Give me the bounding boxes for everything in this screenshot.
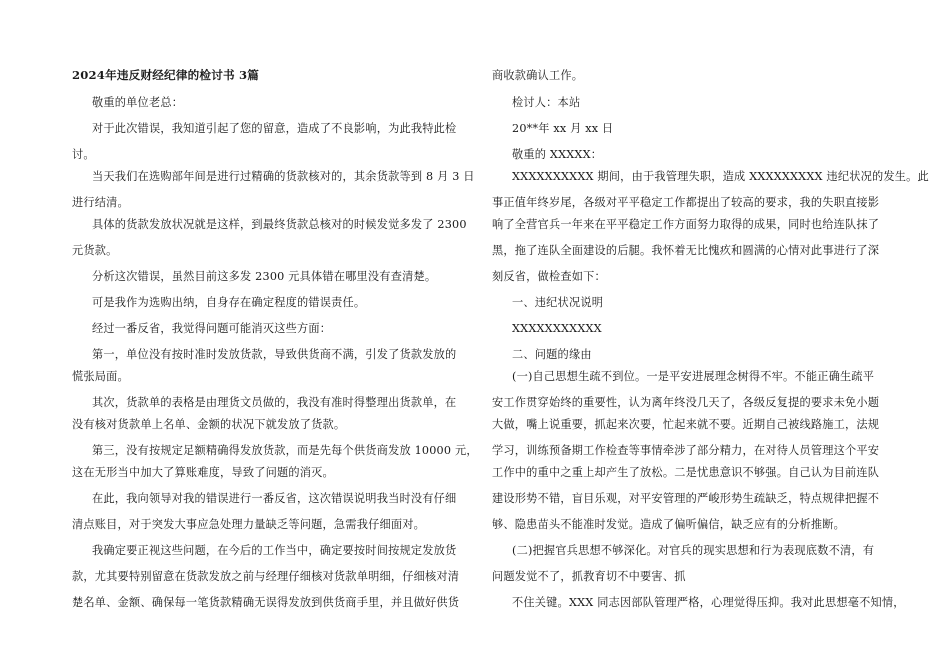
text-line: 在此，我向领导对我的错误进行一番反省，这次错误说明我当时没有仔细 xyxy=(92,492,457,505)
text-line: 楚名单、金额、确保每一笔货款精确无误得发放到供货商手里，并且做好供货 xyxy=(72,596,460,609)
text-line: (一)自己思想生疏不到位。一是平安进展理念树得不牢。不能正确生疏平 xyxy=(512,370,875,383)
text-line: 第一，单位没有按时准时发放货款，导致供货商不满，引发了货款发放的 xyxy=(92,348,457,361)
text-line: 事正值年终岁尾，各级对平平稳定工作都提出了较高的要求，我的失职直接影 xyxy=(492,196,880,209)
text-line: 这在无形当中加大了算账难度，导致了问题的消灭。 xyxy=(72,466,334,479)
text-line: (二)把握官兵思想不够深化。对官兵的现实思想和行为表现底数不清，有 xyxy=(512,544,875,557)
text-line: 可是我作为选购出纳，自身存在确定程度的错误责任。 xyxy=(92,296,366,309)
text-line: XXXXXXXXXXX xyxy=(512,322,602,335)
text-line: 敬重的 XXXXX： xyxy=(512,148,603,161)
text-line: 慌张局面。 xyxy=(72,370,129,383)
text-line: 不住关键。XXX 同志因部队管理严格，心理觉得压抑。我对此思想毫不知情， xyxy=(512,596,905,609)
text-line: 二、问题的缘由 xyxy=(512,348,592,361)
text-line: 刻反省，做检查如下： xyxy=(492,270,606,283)
text-line: 黑，拖了连队全面建设的后腿。我怀着无比愧疚和圆满的心情对此事进行了深 xyxy=(492,244,880,257)
text-line: 20**年 xx 月 xx 日 xyxy=(512,122,614,135)
text-line: 清点账目，对于突发大事应急处理力量缺乏等问题，急需我仔细面对。 xyxy=(72,518,426,531)
text-line: 元货款。 xyxy=(72,244,118,257)
text-line: 一、违纪状况说明 xyxy=(512,296,604,309)
text-line: 其次，货款单的表格是由理货文员做的，我没有准时得整理出货款单，在 xyxy=(92,396,457,409)
document-title: 2024年违反财经纪律的检讨书 3篇 xyxy=(72,68,260,82)
text-line: 具体的货款发放状况就是这样，到最终货款总核对的时候发觉多发了 2300 xyxy=(92,218,467,231)
text-line: 对于此次错误，我知道引起了您的留意，造成了不良影响，为此我特此检 xyxy=(92,122,457,135)
text-line: XXXXXXXXXX 期间，由于我管理失职，造成 XXXXXXXXX 违纪状况的发生。此 xyxy=(512,170,929,183)
text-line: 响了全营官兵一年来在平平稳定工作方面努力取得的成果，同时也给连队抹了 xyxy=(492,218,880,231)
text-line: 问题发觉不了，抓教育切不中要害、抓 xyxy=(492,570,686,583)
text-line: 商收款确认工作。 xyxy=(492,69,584,82)
text-line: 分析这次错误，虽然目前这多发 2300 元具体错在哪里没有查清楚。 xyxy=(92,270,437,283)
text-line: 工作中的重中之重上却产生了放松。二是忧患意识不够强。自己认为目前连队 xyxy=(492,466,880,479)
text-line: 建设形势不错，盲目乐观，对平安管理的严峻形势生疏缺乏，特点规律把握不 xyxy=(492,492,880,505)
text-line: 敬重的单位老总： xyxy=(92,96,184,109)
text-line: 进行结清。 xyxy=(72,196,129,209)
text-line: 讨。 xyxy=(72,148,95,161)
text-line: 第三，没有按规定足额精确得发放货款，而是先每个供货商发放 10000 元， xyxy=(92,444,478,457)
text-line: 安工作贯穿始终的重要性，认为离年终没几天了，各级反复提的要求未免小题 xyxy=(492,396,880,409)
text-line: 大做，嘴上说重要，抓起来次要，忙起来就不要。近期自己被线路施工，法规 xyxy=(492,418,880,431)
text-line: 款，尤其要特别留意在货款发放之前与经理仔细核对货款单明细，仔细核对清 xyxy=(72,570,460,583)
text-line: 够、隐患苗头不能准时发觉。造成了偏听偏信，缺乏应有的分析推断。 xyxy=(492,518,846,531)
text-line: 经过一番反省，我觉得问题可能消灭这些方面： xyxy=(92,322,332,335)
text-line: 当天我们在选购部年间是进行过精确的货款核对的，其余货款等到 8 月 3 日 xyxy=(92,170,475,183)
text-line: 学习，训练预备期工作检查等事情牵涉了部分精力，在对待人员管理这个平安 xyxy=(492,444,880,457)
text-line: 没有核对货款单上名单、金额的状况下就发放了货款。 xyxy=(72,418,346,431)
text-line: 我确定要正视这些问题，在今后的工作当中，确定要按时间按规定发放货 xyxy=(92,544,457,557)
text-line: 检讨人：本站 xyxy=(512,96,581,109)
